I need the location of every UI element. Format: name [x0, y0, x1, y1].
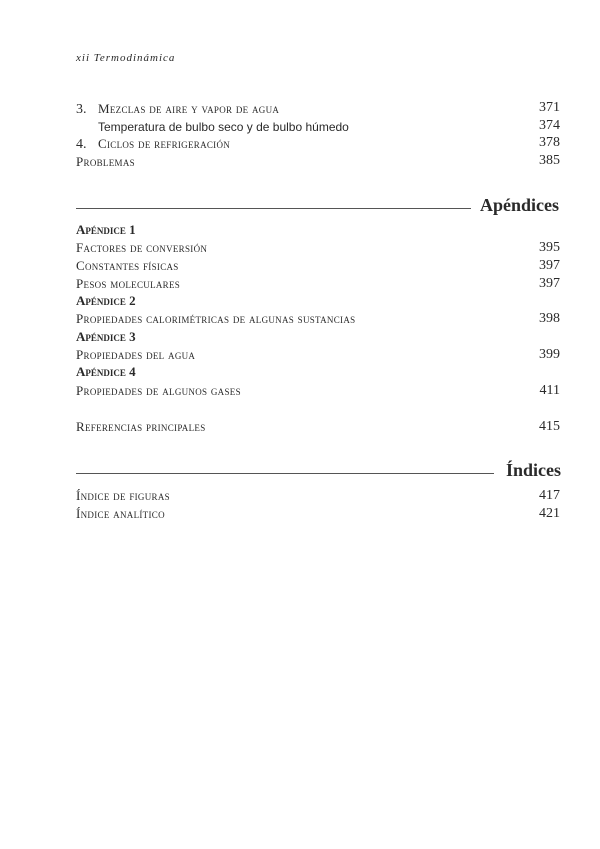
page-number: 395 — [539, 240, 560, 255]
toc-entry[interactable] — [76, 276, 560, 292]
toc-entry[interactable] — [76, 240, 560, 256]
entry-title: Propiedades del agua — [76, 347, 196, 362]
entry-title: Propiedades calorimétricas de algunas sustancias — [76, 311, 356, 326]
page-number: 411 — [539, 383, 560, 398]
appendix-2-heading: Apéndice 2 — [76, 293, 136, 308]
appendix-heading — [76, 293, 560, 309]
page-number: 397 — [539, 258, 560, 273]
page-number: 415 — [539, 419, 560, 434]
entry-title: Referencias principales — [76, 419, 206, 434]
entry-number: 4. — [76, 137, 87, 152]
page-number: 417 — [539, 488, 560, 503]
toc-entry[interactable] — [76, 419, 560, 435]
entry-title: Índice de figuras — [76, 488, 170, 503]
toc-entry[interactable] — [76, 258, 560, 274]
appendix-heading — [76, 222, 560, 238]
toc-entry[interactable] — [76, 506, 560, 522]
appendix-heading — [76, 329, 560, 345]
page-number: 421 — [539, 506, 560, 521]
entry-title: Problemas — [76, 154, 135, 169]
appendix-4-heading: Apéndice 4 — [76, 364, 136, 379]
appendix-heading — [76, 364, 560, 380]
page-number: 385 — [539, 153, 560, 168]
page-number: 378 — [539, 135, 560, 150]
running-head: xii Termodinámica — [76, 52, 176, 64]
entry-title: Ciclos de refrigeración — [98, 136, 231, 151]
entry-title: Índice analítico — [76, 506, 165, 521]
appendix-1-heading: Apéndice 1 — [76, 222, 136, 237]
toc-entry[interactable] — [76, 311, 560, 327]
entry-title: Temperatura de bulbo seco y de bulbo húmedo — [98, 120, 349, 134]
toc-entry[interactable] — [76, 135, 560, 151]
page-number: 397 — [539, 276, 560, 291]
section-rule — [76, 473, 494, 474]
page-number: 371 — [539, 100, 560, 115]
page-number: 399 — [539, 347, 560, 362]
section-title-indices: Índices — [506, 460, 562, 480]
entry-title: Pesos moleculares — [76, 276, 181, 291]
appendix-3-heading: Apéndice 3 — [76, 329, 136, 344]
toc-entry[interactable] — [76, 100, 560, 116]
toc-entry[interactable] — [76, 488, 560, 504]
entry-title: Constantes físicas — [76, 258, 179, 273]
page-number: 398 — [539, 311, 560, 326]
entry-title: Mezclas de aire y vapor de agua — [98, 101, 280, 116]
toc-entry[interactable] — [76, 383, 560, 399]
entry-number: 3. — [76, 102, 87, 117]
entry-title: Factores de conversión — [76, 240, 208, 255]
toc-entry[interactable] — [76, 118, 560, 134]
section-title-apendices: Apéndices — [480, 195, 560, 215]
page-number: 374 — [539, 118, 560, 133]
section-rule — [76, 208, 471, 209]
toc-entry[interactable] — [76, 347, 560, 363]
entry-title: Propiedades de algunos gases — [76, 383, 241, 398]
toc-entry[interactable] — [76, 153, 560, 169]
